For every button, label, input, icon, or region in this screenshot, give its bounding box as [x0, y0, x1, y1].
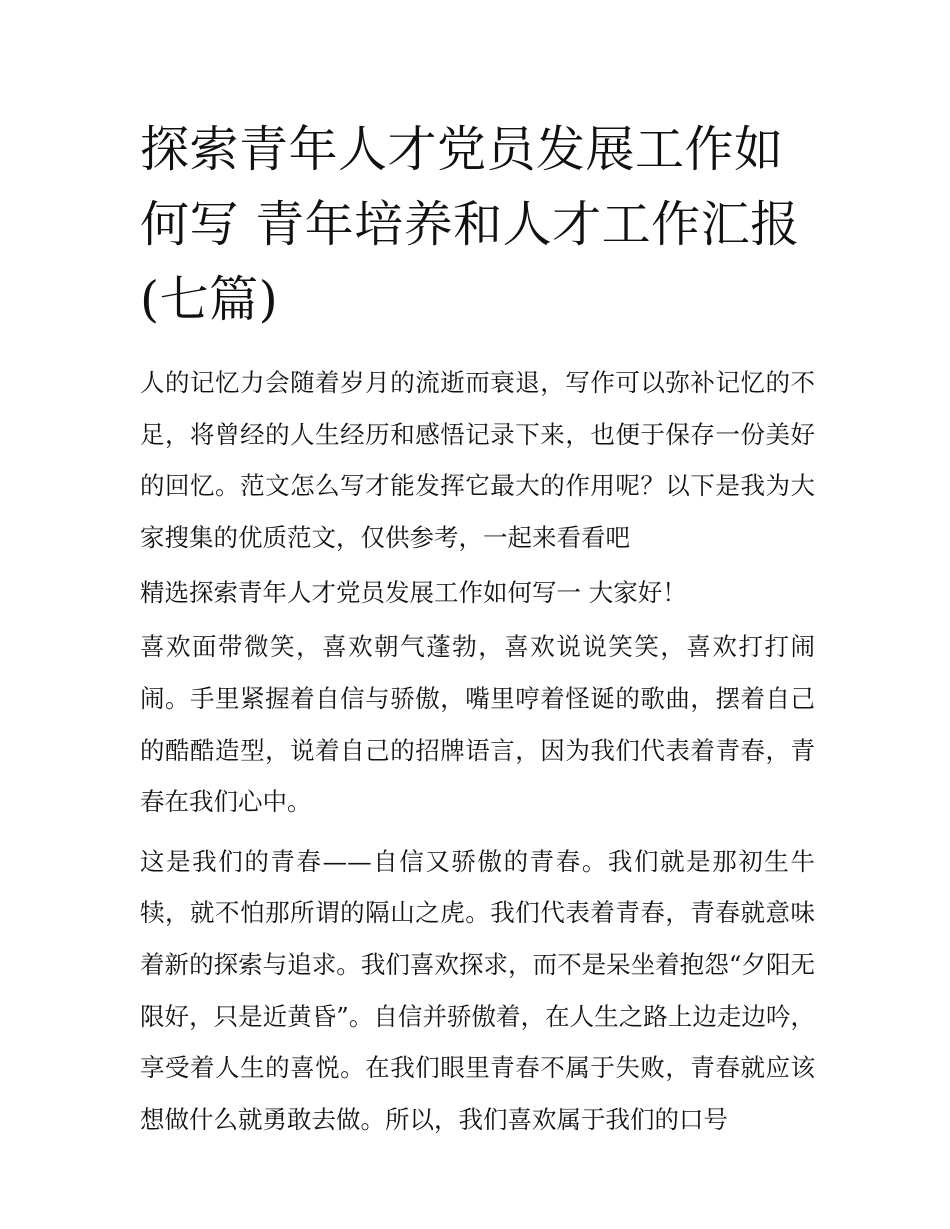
document-body	[140, 357, 815, 1145]
document-page	[140, 112, 815, 1153]
body-paragraph: 这是我们的青春——自信又骄傲的青春。我们就是那初生牛犊，就不怕那所谓的隔山之虎。我们代表着青春，青春就意味着新的探索与追求。我们喜欢探求，而不是呆坐着抱怨“夕阳无限好，只是近黄昏”。自信并骄傲着，在人生之路上边走边吟，享受着人生的喜悦。在我们眼里青春不属于失败，青春就应该想做什么就勇敢去做。所以，我们喜欢属于我们的口号	[140, 846, 815, 1134]
intro-paragraph: 人的记忆力会随着岁月的流逝而衰退，写作可以弥补记忆的不足，将曾经的人生经历和感悟记录下来，也便于保存一份美好的回忆。范文怎么写才能发挥它最大的作用呢？以下是我为大家搜集的优质范文，仅供参考，一起来看看吧	[140, 368, 815, 552]
document-title: 探索青年人才党员发展工作如何写 青年培养和人才工作汇报(七篇)	[140, 121, 800, 328]
section-heading-paragraph: 精选探索青年人才党员发展工作如何写一 大家好！	[140, 578, 687, 608]
body-paragraph: 喜欢面带微笑，喜欢朝气蓬勃，喜欢说说笑笑，喜欢打打闹闹。手里紧握着自信与骄傲，嘴里哼着怪诞的歌曲，摆着自己的酷酷造型，说着自己的招牌语言，因为我们代表着青春，青春在我们心中。	[140, 632, 815, 817]
